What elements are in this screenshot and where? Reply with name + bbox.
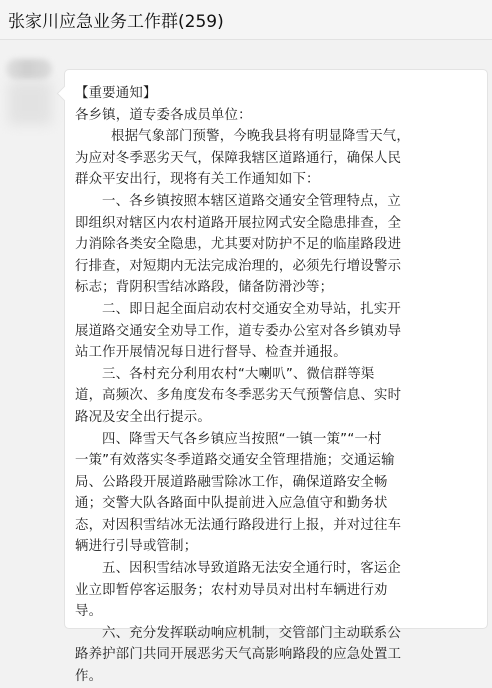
message-line: 行排查，对短期内无法完成治理的，必须先行增设警示 xyxy=(75,258,402,274)
chat-message-area[interactable] xyxy=(0,41,492,685)
message-line: 为应对冬季恶劣天气，保障我辖区道路通行，确保人民 xyxy=(75,150,402,166)
message-line: 展道路交通安全劝导工作，道专委办公室对各乡镇劝导 xyxy=(75,323,402,339)
message-line: 辆进行引导或管制； xyxy=(75,539,198,555)
message-line: 二、即日起全面启动农村交通安全劝导站，扎实开 xyxy=(102,301,401,317)
message-line: 路况及安全出行提示。 xyxy=(75,409,211,425)
message-line: 群众平安出行，现将有关工作通知如下： xyxy=(75,172,320,188)
message-line: 路养护部门共同开展恶劣天气高影响路段的应急处置工 xyxy=(75,647,402,663)
message-bubble[interactable] xyxy=(64,69,488,685)
message-line: 局、公路段开展道路融雪除冰工作，确保道路安全畅 xyxy=(75,474,388,490)
message-line: 通；交警大队各路面中队提前进入应急值守和勤务状 xyxy=(75,496,388,512)
message-line: 即组织对辖区内农村道路开展拉网式安全隐患排查，全 xyxy=(75,215,402,231)
message-line: 各乡镇，道专委各成员单位： xyxy=(75,107,252,123)
message-line: 导。 xyxy=(75,604,103,620)
message-line: 态，对因积雪结冰无法通行路段进行上报，并对过往车 xyxy=(75,517,402,533)
message-line: 道，高频次、多角度发布冬季恶劣天气预警信息、实时 xyxy=(75,388,402,404)
sender-avatar[interactable] xyxy=(8,81,52,125)
message-line: 作。 xyxy=(75,669,103,685)
message-line: 力消除各类安全隐患，尤其要对防护不足的临崖路段进 xyxy=(75,237,402,253)
message-line: 四、降雪天气各乡镇应当按照“一镇一策”“一村 xyxy=(102,431,382,447)
message-line: 标志；背阴积雪结冰路段，储备防滑沙等； xyxy=(75,280,334,296)
chat-header xyxy=(0,0,492,40)
message-line: 一策”有效落实冬季道路交通安全管理措施；交通运输 xyxy=(75,453,395,469)
sender-name-blurred xyxy=(6,59,52,79)
group-chat-title[interactable]: 张家川应急业务工作群(259) xyxy=(8,12,224,32)
message-line: 三、各村充分利用农村“大喇叭”、微信群等渠 xyxy=(102,366,375,382)
message-line: 一、各乡镇按照本辖区道路交通安全管理特点，立 xyxy=(102,193,401,209)
message-line: 六、充分发挥联动响应机制，交管部门主动联系公 xyxy=(102,625,401,641)
message-line: 五、因积雪结冰导致道路无法安全通行时，客运企 xyxy=(102,561,401,577)
message-line: 业立即暂停客运服务；农村劝导员对出村车辆进行劝 xyxy=(75,582,388,598)
message-line: 根据气象部门预警，今晚我县将有明显降雪天气， xyxy=(111,129,410,145)
message-line: 站工作开展情况每日进行督导、检查并通报。 xyxy=(75,345,347,361)
message-line: 【重要通知】 xyxy=(75,86,157,101)
